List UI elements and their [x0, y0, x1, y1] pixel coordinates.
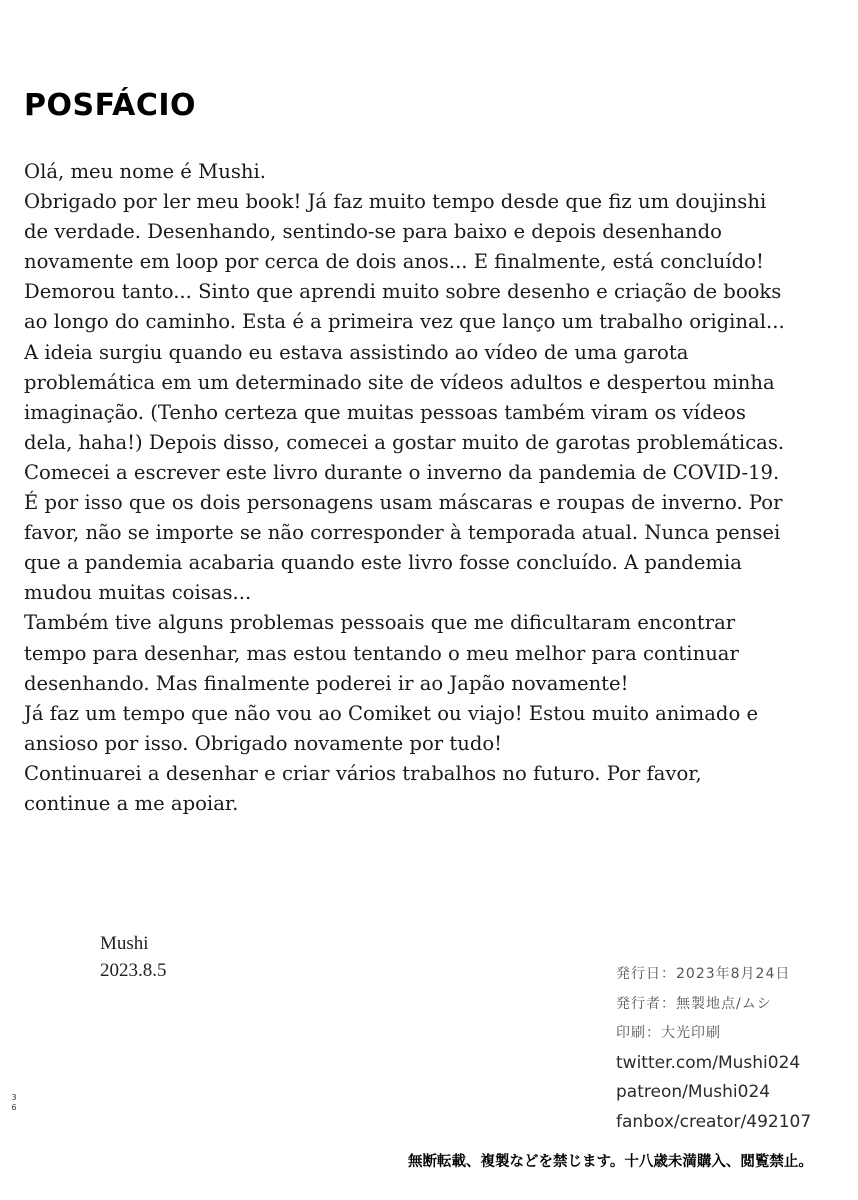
copyright-notice: 無断転載、複製などを禁じます。十八歳未満購入、閲覧禁止。 [408, 1154, 813, 1170]
page-title: POSFÁCIO [24, 88, 197, 123]
body-line: mudou muitas coisas... [24, 581, 252, 605]
body-line: Já faz um tempo que não vou ao Comiket ou viajo! Estou muito animado e [24, 701, 759, 725]
colophon-twitter: twitter.com/Mushi024 [616, 1052, 801, 1073]
body-line: tempo para desenhar, mas estou tentando o meu melhor para continuar [24, 641, 739, 665]
colophon [616, 960, 811, 1137]
colophon-patreon: patreon/Mushi024 [616, 1082, 771, 1102]
body-line: de verdade. Desenhando, sentindo-se para baixo e depois desenhando [24, 220, 722, 244]
colophon-printer: 印刷：大光印刷 [616, 1025, 721, 1041]
body-line: Demorou tanto... Sinto que aprendi muito sobre desenho e criação de books [24, 280, 782, 304]
page-number: 36 [11, 1093, 17, 1112]
body-line: dela, haha!) Depois disso, comecei a gostar muito de garotas problemáticas. [24, 430, 785, 454]
colophon-fanbox: fanbox/creator/492107 [616, 1111, 812, 1132]
colophon-issue-date: 発行日：2023年8月24日 [616, 966, 791, 982]
signature-block [100, 930, 167, 984]
body-line: Olá, meu nome é Mushi. [24, 160, 266, 183]
body-line: imaginação. (Tenho certeza que muitas pessoas também viram os vídeos [24, 400, 746, 424]
body-line: ansioso por isso. Obrigado novamente por tudo! [24, 731, 503, 755]
body-line: desenhando. Mas finalmente poderei ir ao Japão novamente! [24, 671, 629, 695]
body-line: É por isso que os dois personagens usam máscaras e roupas de inverno. Por [24, 491, 783, 515]
colophon-publisher: 発行者：無製地点/ムシ [616, 995, 772, 1012]
body-line: novamente em loop por cerca de dois anos... E finalmente, está concluído! [24, 250, 764, 274]
signature-date: 2023.8.5 [100, 960, 167, 981]
body-line: Comecei a escrever este livro durante o inverno da pandemia de COVID-19. [24, 460, 780, 484]
signature-name: Mushi [100, 933, 149, 954]
body-line: Também tive alguns problemas pessoais que me dificultaram encontrar [24, 611, 736, 635]
body-line: favor, não se importe se não corresponder à temporada atual. Nunca pensei [24, 521, 781, 545]
afterword-body [24, 157, 844, 819]
body-line: problemática em um determinado site de vídeos adultos e despertou minha [24, 370, 775, 394]
body-line: ao longo do caminho. Esta é a primeira vez que lanço um trabalho original... [24, 310, 785, 334]
body-line: A ideia surgiu quando eu estava assistindo ao vídeo de uma garota [24, 340, 689, 364]
body-line: continue a me apoiar. [24, 791, 239, 815]
body-line: que a pandemia acabaria quando este livro fosse concluído. A pandemia [24, 551, 742, 575]
body-line: Continuarei a desenhar e criar vários trabalhos no futuro. Por favor, [24, 761, 702, 785]
body-line: Obrigado por ler meu book! Já faz muito tempo desde que fiz um doujinshi [24, 190, 767, 214]
